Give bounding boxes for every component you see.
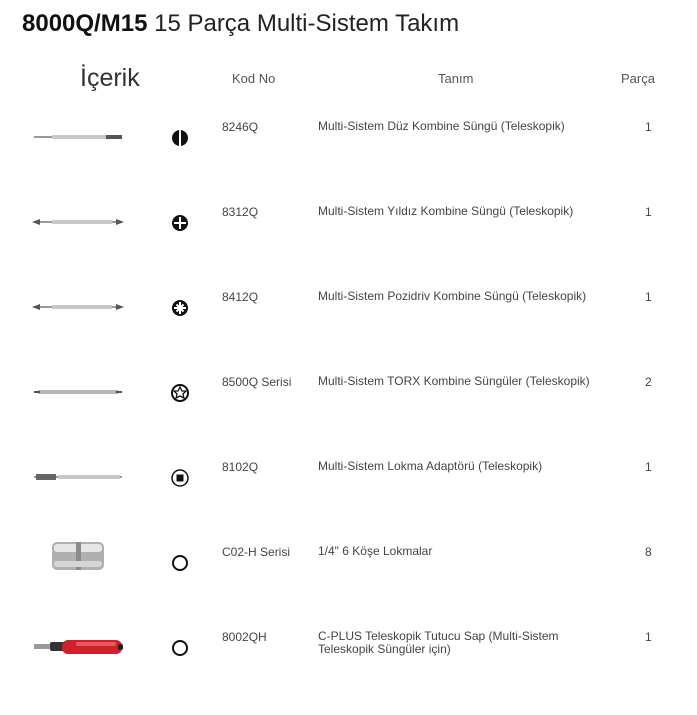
row-code: 8412Q <box>222 290 259 304</box>
row-description: 1/4" 6 Köşe Lokmalar <box>318 544 433 558</box>
slotted-bit-icon <box>32 122 124 152</box>
row-description: Multi-Sistem Pozidriv Kombine Süngü (Teleskopik) <box>318 289 587 303</box>
row-quantity: 8 <box>645 545 652 559</box>
hex-socket-icon <box>32 541 124 571</box>
slotted-symbol-icon <box>170 128 190 148</box>
row-code: 8102Q <box>222 460 259 474</box>
socket-adapter-icon <box>32 462 124 492</box>
phillips-bit-icon <box>32 207 124 237</box>
row-code: 8002QH <box>222 630 267 644</box>
row-description: Multi-Sistem TORX Kombine Süngüler (Teleskopik) <box>318 374 590 388</box>
handle-icon <box>32 632 124 662</box>
product-code: 8000Q/M15 <box>22 10 148 37</box>
torx-symbol-icon <box>170 383 190 403</box>
table-row <box>0 545 697 630</box>
circle-symbol-icon <box>170 638 190 658</box>
row-quantity: 1 <box>645 460 652 474</box>
page-title <box>22 8 459 40</box>
table-row <box>0 460 697 545</box>
header-quantity: Parça <box>621 71 655 86</box>
row-quantity: 1 <box>645 290 652 304</box>
pozidriv-symbol-icon <box>170 298 190 318</box>
square-drive-symbol-icon <box>170 468 190 488</box>
header-description: Tanım <box>438 71 474 86</box>
circle-symbol-icon <box>170 553 190 573</box>
row-quantity: 2 <box>645 375 652 389</box>
row-code: 8312Q <box>222 205 259 219</box>
row-description: C-PLUS Teleskopik Tutucu Sap (Multi-Sistem Teleskopik Süngüler için) <box>318 629 559 656</box>
row-quantity: 1 <box>645 630 652 644</box>
row-description: Multi-Sistem Düz Kombine Süngü (Teleskopik) <box>318 119 565 133</box>
table-row <box>0 375 697 460</box>
row-description: Multi-Sistem Lokma Adaptörü (Teleskopik) <box>318 459 543 473</box>
header-code: Kod No <box>232 71 276 86</box>
table-row <box>0 205 697 290</box>
bottom-fade <box>0 663 697 677</box>
product-title: 15 Parça Multi-Sistem Takım <box>154 10 460 37</box>
torx-bit-icon <box>32 377 124 407</box>
row-code: 8500Q Serisi <box>222 375 292 389</box>
table-row <box>0 290 697 375</box>
row-description: Multi-Sistem Yıldız Kombine Süngü (Teleskopik) <box>318 204 574 218</box>
row-quantity: 1 <box>645 120 652 134</box>
header-content: İçerik <box>80 64 140 92</box>
row-quantity: 1 <box>645 205 652 219</box>
row-code: C02-H Serisi <box>222 545 291 559</box>
pozidriv-bit-icon <box>32 292 124 322</box>
row-code: 8246Q <box>222 120 259 134</box>
phillips-symbol-icon <box>170 213 190 233</box>
table-row <box>0 120 697 205</box>
